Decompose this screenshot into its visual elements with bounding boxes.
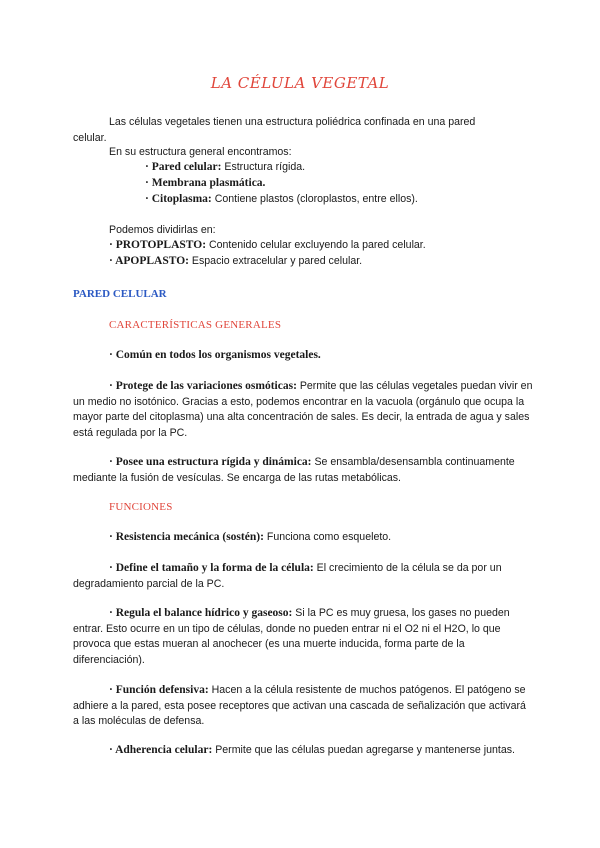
function-term: · Define el tamaño y la forma de la célula: [109, 562, 314, 574]
division-text: Contenido celular excluyendo la pared celular. [206, 239, 426, 251]
division-text: Espacio extracelular y pared celular. [188, 255, 363, 267]
function-term: · Resistencia mecánica (sostén): [109, 531, 264, 543]
characteristic-term: · Protege de las variaciones osmóticas: [109, 380, 297, 392]
function-text: El crecimiento de la célula se da por un degradamiento parcial de la PC. [73, 562, 502, 590]
section-heading: PARED CELULAR [73, 288, 167, 300]
structure-item-text: Contiene plastos (cloroplastos, entre ellos). [211, 193, 418, 205]
function-term: · Adherencia celular: [109, 744, 213, 756]
divisions-lead: Podemos dividirlas en: [109, 224, 216, 236]
function-term: · Regula el balance hídrico y gaseoso: [109, 607, 293, 619]
structure-item-term: · Membrana plasmática. [145, 177, 266, 189]
function-text: Si la PC es muy gruesa, los gases no pueden entrar. Esto ocurre en un tipo de células, donde no pueden entrar ni el O2 ni el H2O, lo que provoca que estas mueran al anochecer (es una muerte inducida, forma parte de la diferenciación). [73, 607, 510, 666]
function-text: Hacen a la célula resistente de muchos patógenos. El patógeno se adhiere a la pared, esta posee receptores que activan una cascada de señalización que activará a las moléculas de defensa. [73, 684, 526, 727]
characteristic-term: · Común en todos los organismos vegetales. [109, 349, 321, 361]
function-item [73, 683, 533, 730]
structure-item-term: · Pared celular: [145, 161, 222, 173]
intro-lead: En su estructura general encontramos: [109, 146, 292, 158]
function-item [73, 561, 533, 592]
division-item [109, 254, 362, 270]
function-text: Permite que las células puedan agregarse y mantenerse juntas. [212, 744, 515, 756]
structure-item [145, 176, 265, 192]
function-text: Funciona como esqueleto. [263, 531, 392, 543]
structure-item-term: · Citoplasma: [145, 193, 212, 205]
function-item [73, 743, 533, 759]
division-item [109, 238, 426, 254]
structure-item [145, 192, 418, 208]
division-term: · APOPLASTO: [109, 255, 189, 267]
function-item [73, 606, 533, 668]
subsection-heading: CARACTERÍSTICAS GENERALES [109, 319, 282, 331]
structure-item [145, 160, 305, 176]
function-term: · Función defensiva: [109, 684, 209, 696]
characteristic-item [73, 379, 533, 441]
characteristic-text: Permite que las células vegetales puedan vivir en un medio no isotónico. Gracias a esto, podemos encontrar en la vacuola (orgánulo que ocupa la mayor parte del citoplasma) una alta concentración de sales. Es decir, la entrada de agua y sales está regulada por la PC. [73, 380, 533, 439]
division-term: · PROTOPLASTO: [109, 239, 207, 251]
page-title: LA CÉLULA VEGETAL [210, 74, 390, 92]
subsection-heading: FUNCIONES [109, 501, 173, 513]
function-item [73, 530, 533, 546]
structure-item-text: Estructura rígida. [221, 161, 306, 173]
characteristic-item [73, 348, 533, 364]
characteristic-item [73, 455, 533, 486]
characteristic-text: Se ensambla/desensambla continuamente mediante la fusión de vesículas. Se encarga de las rutas metabólicas. [73, 456, 515, 484]
intro-paragraph: Las células vegetales tienen una estructura poliédrica confinada en una pared celular. [73, 116, 476, 144]
characteristic-term: · Posee una estructura rígida y dinámica: [109, 456, 312, 468]
